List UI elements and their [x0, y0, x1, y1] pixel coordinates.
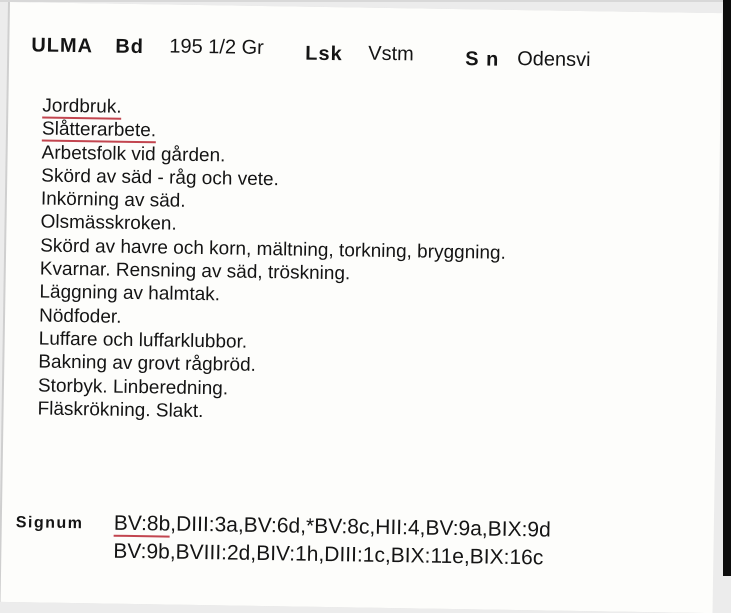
province-value: Vstm	[368, 42, 414, 66]
parish-value: Odensvi	[516, 47, 591, 72]
signum-codes-line-2: BV:9b,BVIII:2d,BIV:1h,DIII:1c,BIX:11e,BIX:16c	[113, 539, 544, 570]
scan-top-edge	[0, 0, 731, 2]
topic-text-underlined: Jordbruk.	[42, 95, 122, 118]
topic-item: Skörd av säd - råg och vete.	[41, 165, 280, 191]
topic-item: Fläskrökning. Slakt.	[37, 398, 204, 422]
topic-item: Kvarnar. Rensning av säd, tröskning.	[39, 258, 351, 285]
volume-value: 195 1/2 Gr	[169, 35, 264, 59]
topic-item: Bakning av grovt rågbröd.	[38, 351, 257, 377]
signum-codes-line-1	[114, 512, 551, 543]
topic-item: Skörd av havre och korn, mältning, torkning, bryggning.	[40, 235, 507, 264]
topic-item: Läggning av halmtak.	[39, 281, 221, 306]
topic-item: Nödfoder.	[38, 305, 122, 328]
topic-item: Inkörning av säd.	[40, 188, 186, 212]
signum-codes-rest: ,DIII:3a,BV:6d,*BV:8c,HII:4,BV:9a,BIX:9d	[170, 512, 551, 542]
signum-first-code: BV:8b	[113, 511, 171, 536]
archive-code: ULMA	[31, 34, 94, 58]
topic-item: Olsmässkroken.	[40, 211, 177, 236]
topic-item: Luffare och luffarklubbor.	[38, 328, 248, 353]
topic-list	[37, 95, 508, 428]
volume-label: Bd	[115, 35, 145, 59]
topic-item: Storbyk. Linberedning.	[37, 375, 229, 400]
province-label: Lsk	[305, 42, 343, 66]
scan-right-edge	[723, 0, 731, 576]
signum-label: Signum	[15, 514, 84, 533]
topic-item: Arbetsfolk vid gården.	[41, 142, 226, 166]
index-card	[1, 2, 722, 613]
parish-label: S n	[464, 48, 500, 71]
topic-text-underlined: Slåtterarbete.	[41, 118, 157, 142]
